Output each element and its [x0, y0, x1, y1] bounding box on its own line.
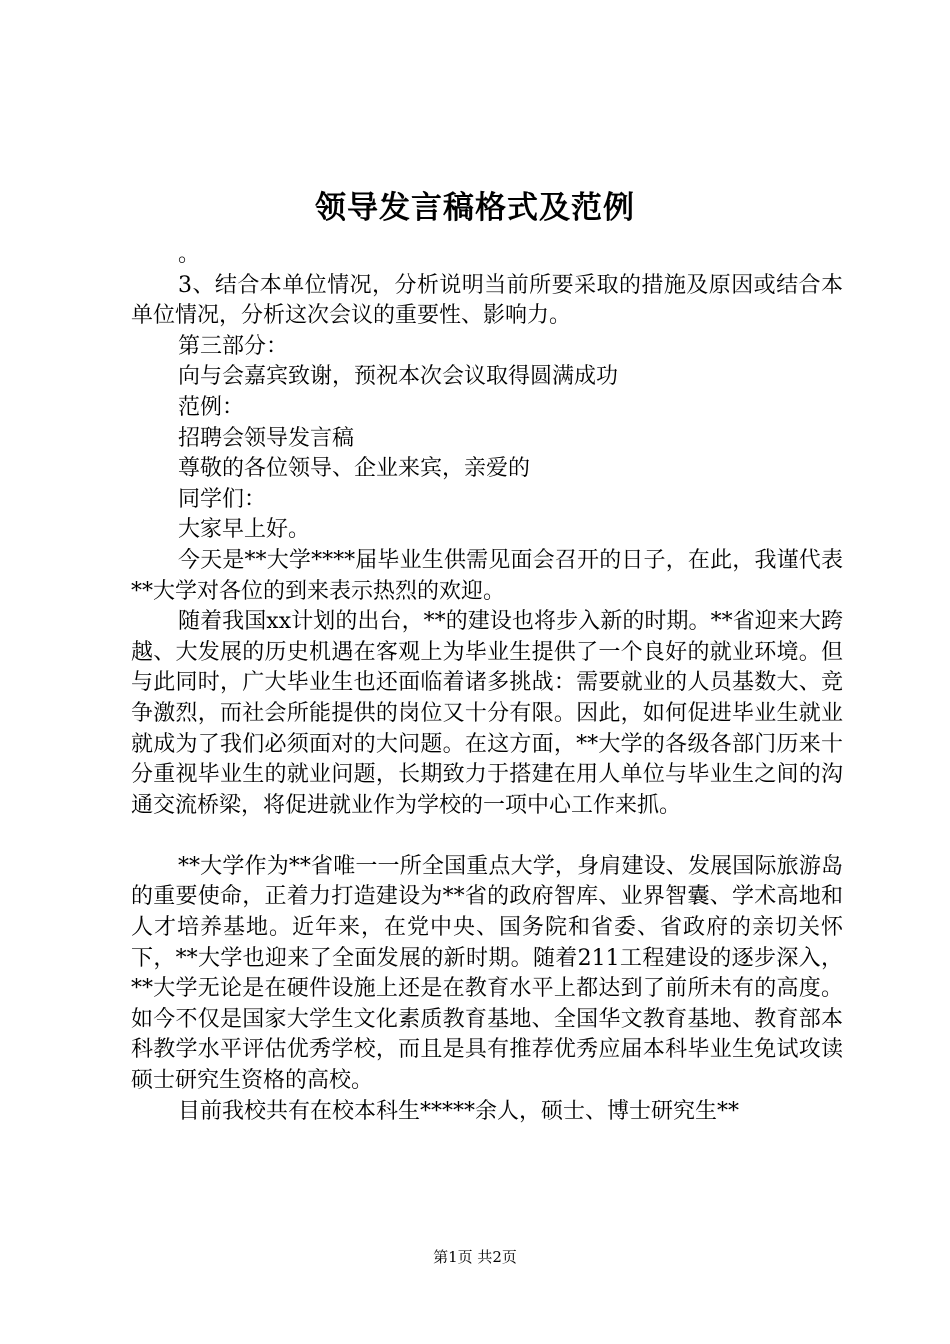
paragraph: 招聘会领导发言稿: [178, 425, 355, 451]
paragraph: **大学作为**省唯一一所全国重点大学，身肩建设、发展国际旅游岛的重要使命，正着力打造建设为**省的政府智库、业界智囊、学术高地和人才培养基地。近年来，在党中央、国务院和省委、省政府的亲切关怀下，**大学也迎来了全面发展的新时期。随着211工程建设的逐步深入，**大学无论是在硬件设施上还是在教育水平上都达到了前所未有的高度。如今不仅是国家大学生文化素质教育基地、全国华文教育基地、教育部本科教学水平评估优秀学校，而且是具有推荐优秀应届本科毕业生免试攻读硕士研究生资格的高校。: [131, 853, 843, 1094]
paragraph: 尊敬的各位领导、企业来宾，亲爱的: [178, 456, 531, 482]
paragraph: 。: [178, 242, 201, 267]
paragraph: 第三部分：: [178, 333, 289, 359]
paragraph: 向与会嘉宾致谢，预祝本次会议取得圆满成功: [178, 364, 619, 390]
paragraph: 范例：: [178, 394, 245, 420]
paragraph: 同学们：: [178, 486, 267, 512]
page-footer: 第1页 共2页: [433, 1248, 517, 1266]
paragraph: 今天是**大学****届毕业生供需见面会召开的日子，在此，我谨代表**大学对各位的到来表示热烈的欢迎。: [131, 547, 843, 604]
paragraph: 3、结合本单位情况，分析说明当前所要采取的措施及原因或结合本单位情况，分析这次会议的重要性、影响力。: [131, 272, 843, 329]
page-title: 领导发言稿格式及范例: [315, 190, 635, 226]
paragraph: 大家早上好。: [178, 517, 311, 543]
document-body: [131, 240, 843, 1127]
paragraph: 目前我校共有在校本科生*****余人，硕士、博士研究生**: [178, 1098, 740, 1124]
paragraph-spacer: [131, 821, 843, 852]
paragraph: 随着我国xx计划的出台，**的建设也将步入新的时期。**省迎来大跨越、大发展的历史机遇在客观上为毕业生提供了一个良好的就业环境。但与此同时，广大毕业生也还面临着诸多挑战：需要就业的人员基数大、竞争激烈，而社会所能提供的岗位又十分有限。因此，如何促进毕业生就业就成为了我们必须面对的大问题。在这方面，**大学的各级各部门历来十分重视毕业生的就业问题，长期致力于搭建在用人单位与毕业生之间的沟通交流桥梁，将促进就业作为学校的一项中心工作来抓。: [131, 609, 843, 818]
